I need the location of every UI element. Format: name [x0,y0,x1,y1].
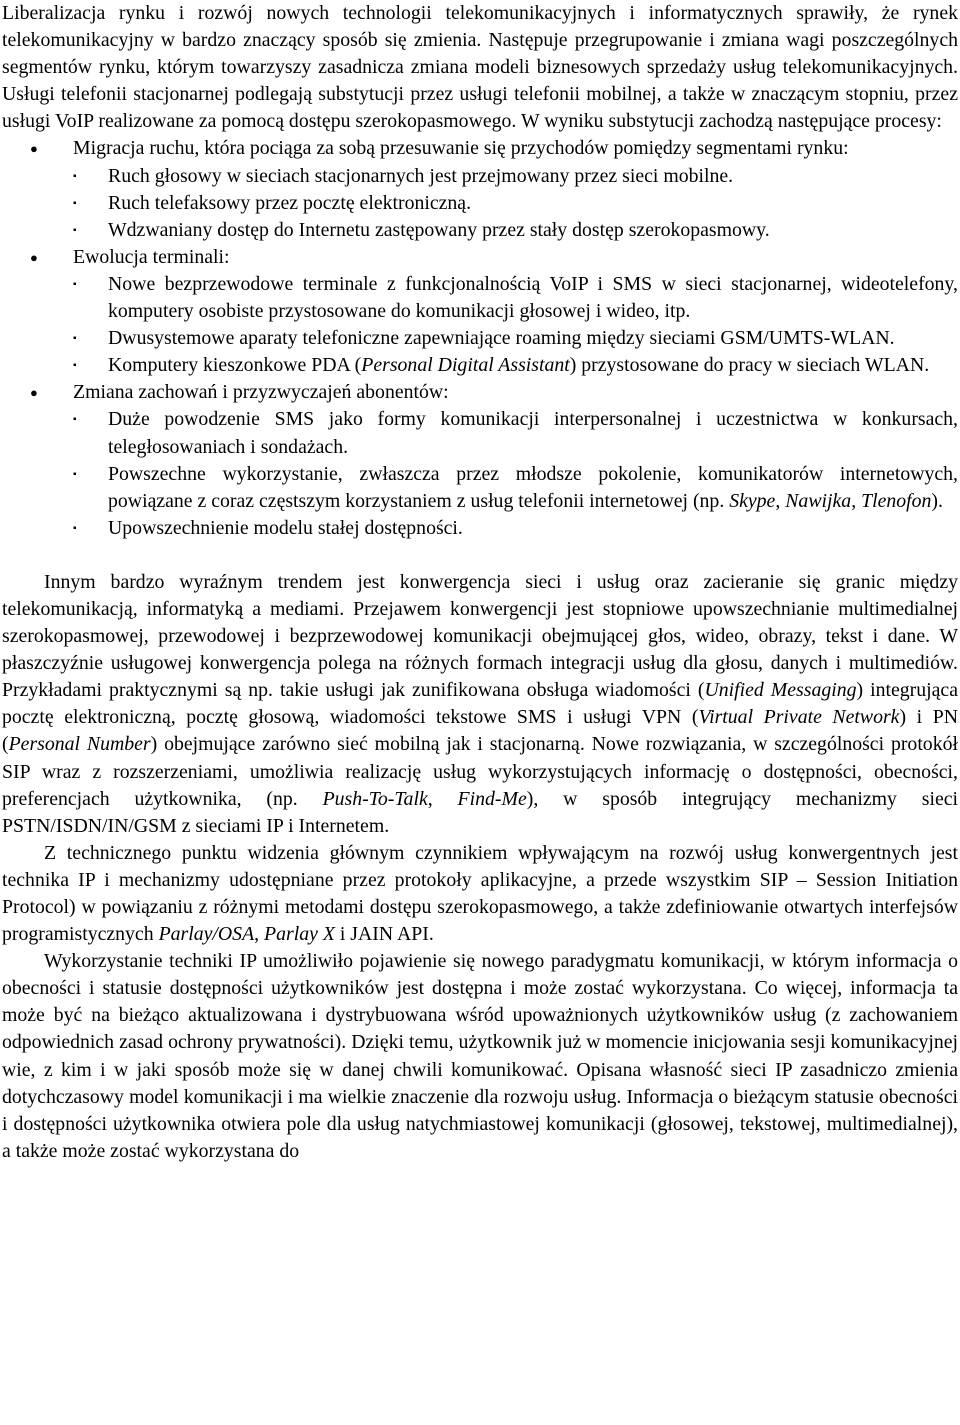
list-item: ▪ Nowe bezprzewodowe terminale z funkcjonalnością VoIP i SMS w sieci stacjonarnej, wideotelefony, komputery osobiste przystosowane do komunikacji głosowej i wideo, itp. [73,271,958,325]
behaviour-sublist [73,406,958,541]
ip-paragraph: Wykorzystanie techniki IP umożliwiło pojawienie się nowego paradygmatu komunikacji, w którym informacja o obecności i statusie dostępności użytkowników jest dostępna i może zostać wykorzystana. Co więcej, informacja ta może być na bieżąco aktualizowana i dystrybuowana wśród upoważnionych użytkowników usług (z zachowaniem odpowiednich zasad ochrony prywatności). Dzięki temu, użytkownik już w momencie inicjowania sesji komunikacyjnej wie, z kim i w jaki sposób może się w danej chwili komunikować. Opisana własność sieci IP zasadniczo zmienia dotychczasowy model komunikacji i ma wielkie znaczenie dla rozwoju usług. Informacja o bieżącym statusie obecności i dostępności użytkownika otwiera pole dla usług natychmiastowej komunikacji (głosowej, tekstowej, multimedialnej), a także może zostać wykorzystana do [2,950,958,1162]
nawijka-term: Nawijka [785,489,852,512]
intro-paragraph: Liberalizacja rynku i rozwój nowych technologii telekomunikacyjnych i informatycznych sprawiły, że rynek telekomunikacyjny w bardzo znaczący sposób się zmienia. Następuje przegrupowanie i zmiana wagi poszczególnych segmentów rynku, którym towarzyszy zasadnicza zmiana modeli biznesowych sprzedaży usług telekomunikacyjnych. Usługi telefonii stacjonarnej podlegają substytucji przez usługi telefonii mobilnej, a także w znaczącym stopniu, przez usługi VoIP realizowane za pomocą dostępu szerokopasmowego. W wyniku substytucji zachodzą następujące procesy: [2,2,958,133]
process-list [2,135,958,541]
list-item: ▪ Duże powodzenie SMS jako formy komunikacji interpersonalnej i uczestnictwa w konkursach, teległosowaniach i sondażach. [73,406,958,460]
migration-sublist [73,163,958,244]
technical-paragraph: Z technicznego punktu widzenia głównym czynnikiem wpływającym na rozwój usług konwergentnych jest technika IP i mechanizmy udostępniane przez protokoły aplikacyjne, a przede wszystkim SIP – Session Initiation Protocol) w powiązaniu z różnymi metodami dostępu szerokopasmowego, a także zdefiniowanie otwartych interfejsów programistycznych Parlay/OSA, Parlay X i JAIN API. [2,841,958,946]
skype-term: Skype [729,489,776,512]
list-item: ▪ Wdzwaniany dostęp do Internetu zastępowany przez stały dostęp szerokopasmowy. [73,217,958,244]
list-item: ▪ Dwusystemowe aparaty telefoniczne zapewniające roaming między sieciami GSM/UMTS-WLAN. [73,325,958,352]
process-title: Zmiana zachowań i przyzwyczajeń abonentów: [73,381,449,404]
process-item-terminals [2,244,958,379]
list-item-pda: ▪ Komputery kieszonkowe PDA (Personal Digital Assistant) przystosowane do pracy w sieciach WLAN. [73,352,958,379]
process-title: Migracja ruchu, która pociąga za sobą przesuwanie się przychodów pomiędzy segmentami rynku: [73,137,849,160]
terminals-sublist [73,271,958,379]
tlenofon-term: Tlenofon [861,489,932,512]
pda-term: Personal Digital Assistant [361,354,570,377]
list-item-messengers: ▪ Powszechne wykorzystanie, zwłaszcza przez młodsze pokolenie, komunikatorów internetowych, powiązane z coraz częstszym korzystaniem z usług telefonii internetowej (np. Skype, Nawijka, Tlenofon). [73,461,958,515]
process-item-behaviour [2,379,958,542]
list-item: ▪ Upowszechnienie modelu stałej dostępności. [73,515,958,542]
list-item: ▪ Ruch telefaksowy przez pocztę elektroniczną. [73,190,958,217]
convergence-paragraph: Innym bardzo wyraźnym trendem jest konwergencja sieci i usług oraz zacieranie się granic między telekomunikacją, informatyką a mediami. Przejawem konwergencji jest stopniowe upowszechnianie multimedialnej szerokopasmowej, przewodowej i bezprzewodowej komunikacji obejmującej głos, wideo, obrazy, tekst i dane. W płaszczyźnie usługowej konwergencja polega na różnych formach integracji usług dla głosu, danych i multimediów. Przykładami praktycznymi są np. takie usługi jak zunifikowana obsługa wiadomości (Unified Messaging) integrująca pocztę elektroniczną, pocztę głosową, wiadomości tekstowe SMS i usługi VPN (Virtual Private Network) i PN (Personal Number) obejmujące zarówno sieć mobilną jak i stacjonarną. Nowe rozwiązania, w szczególności protokół SIP wraz z rozszerzeniami, umożliwia realizację usług wykorzystujących informację o dostępności, obecności, preferencjach użytkownika, (np. Push-To-Talk, Find-Me), w sposób integrujący mechanizmy sieci PSTN/ISDN/IN/GSM z sieciami IP i Internetem. [2,570,959,837]
process-title: Ewolucja terminali: [73,245,230,268]
process-item-migration [2,135,958,243]
list-item: ▪ Ruch głosowy w sieciach stacjonarnych jest przejmowany przez sieci mobilne. [73,163,958,190]
